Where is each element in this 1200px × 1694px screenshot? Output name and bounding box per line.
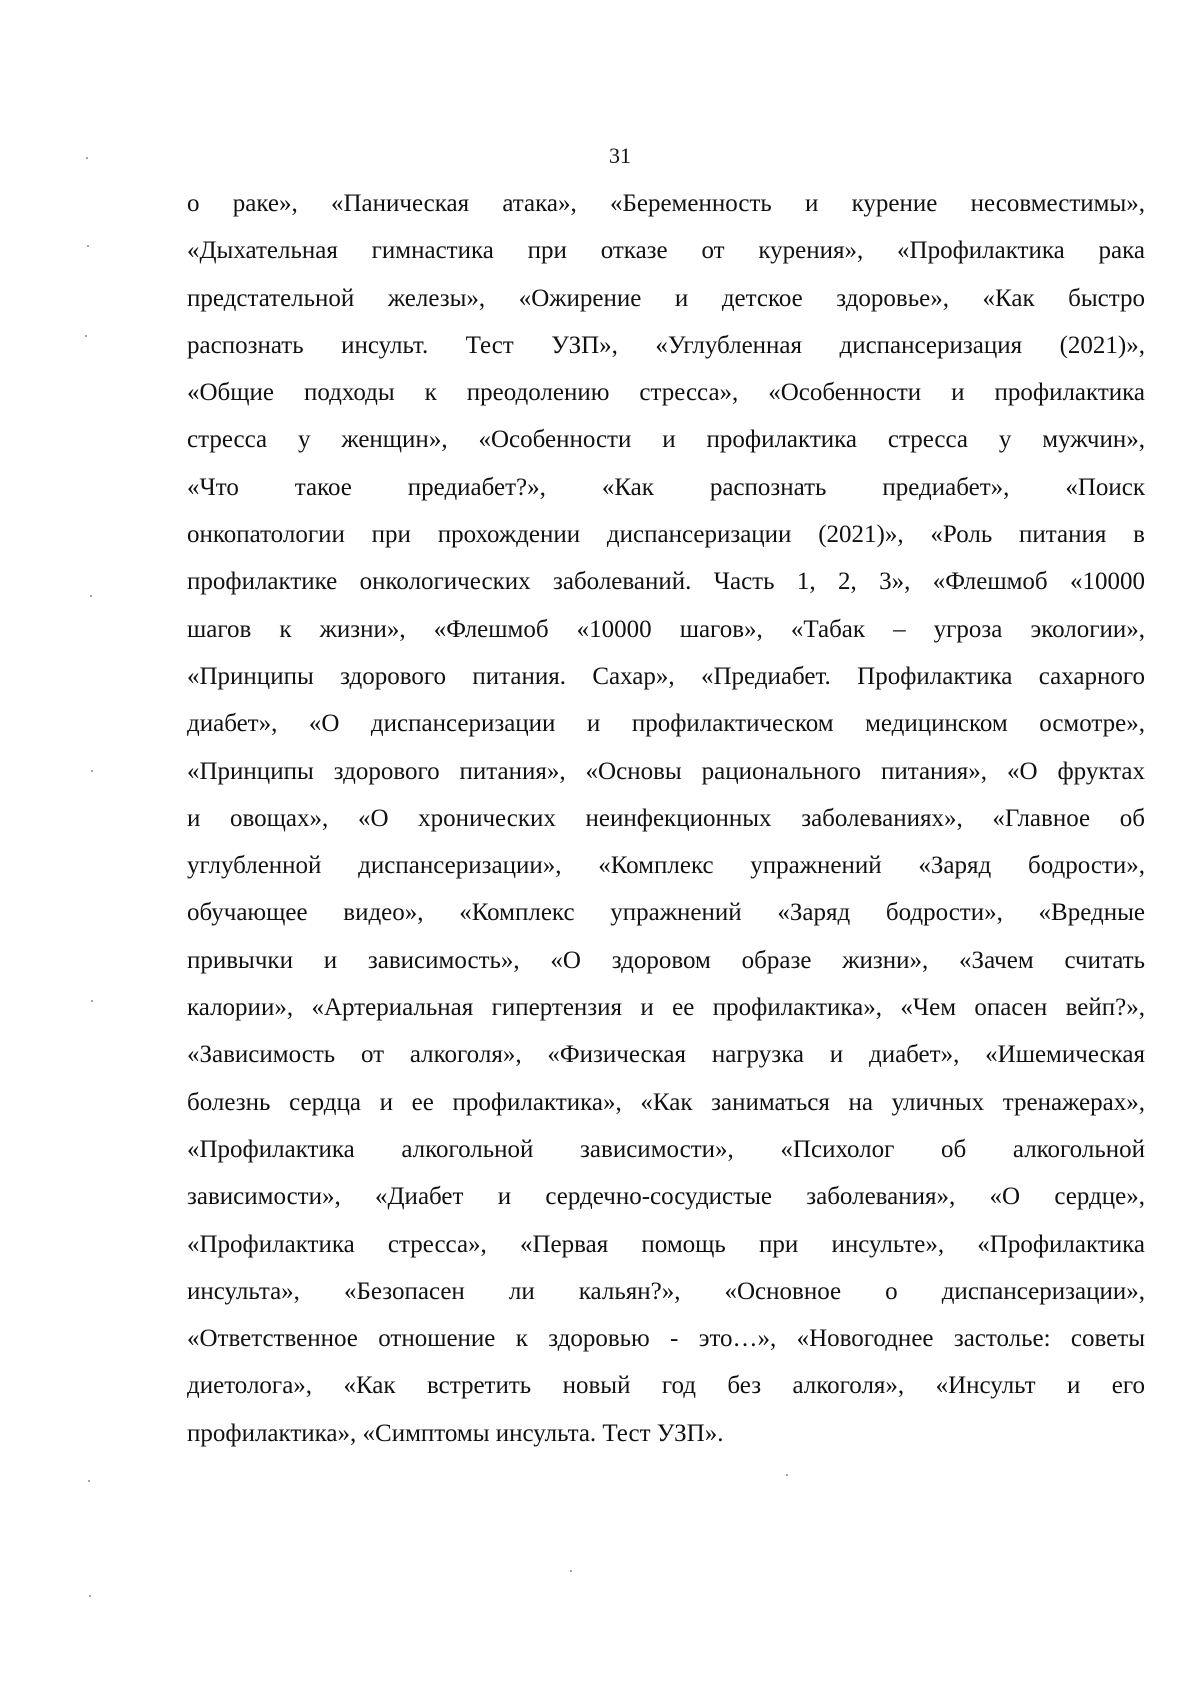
scan-speck [86,157,88,159]
text-line: «Профилактика алкогольной зависимости», «Психолог об алкогольной [187,1135,1145,1163]
text-line: болезнь сердца и ее профилактика», «Как заниматься на уличных тренажерах», [187,1088,1145,1116]
body-text [187,189,1145,1466]
text-line: «Ответственное отношение к здоровью - это…», «Новогоднее застолье: советы [187,1325,1145,1353]
text-line: «Общие подходы к преодолению стресса», «Особенности и профилактика [187,379,1145,407]
text-line: онкопатологии при прохождении диспансеризации (2021)», «Роль питания в [187,521,1145,549]
text-line: «Что такое предиабет?», «Как распознать предиабет», «Поиск [187,473,1145,501]
text-line: привычки и зависимость», «О здоровом образе жизни», «Зачем считать [187,946,1145,974]
text-line: «Профилактика стресса», «Первая помощь при инсульте», «Профилактика [187,1230,1145,1258]
text-line: «Принципы здорового питания. Сахар», «Предиабет. Профилактика сахарного [187,662,1145,690]
text-line: профилактике онкологических заболеваний. Часть 1, 2, 3», «Флешмоб «10000 [187,568,1145,596]
scan-speck [786,1474,788,1476]
text-line: инсульта», «Безопасен ли кальян?», «Основное о диспансеризации», [187,1277,1145,1305]
scan-speck [90,595,92,597]
text-line: предстательной железы», «Ожирение и детское здоровье», «Как быстро [187,284,1145,312]
scan-speck [91,770,93,772]
text-line: «Дыхательная гимнастика при отказе от курения», «Профилактика рака [187,237,1145,265]
page-number: 31 [609,143,631,168]
text-line: и овощах», «О хронических неинфекционных заболеваниях», «Главное об [187,804,1145,832]
text-line: зависимости», «Диабет и сердечно-сосудистые заболевания», «О сердце», [187,1183,1145,1211]
text-line: «Зависимость от алкоголя», «Физическая нагрузка и диабет», «Ишемическая [187,1041,1145,1069]
scan-speck [88,1480,90,1482]
text-line: стресса у женщин», «Особенности и профилактика стресса у мужчин», [187,426,1145,454]
scan-speck [91,1000,93,1002]
scan-speck [570,1570,572,1572]
text-line: углубленной диспансеризации», «Комплекс упражнений «Заряд бодрости», [187,852,1145,880]
text-line: обучающее видео», «Комплекс упражнений «Заряд бодрости», «Вредные [187,899,1145,927]
text-line: о раке», «Паническая атака», «Беременность и курение несовместимы», [187,190,1145,217]
scan-speck [89,1595,91,1597]
text-line: диетолога», «Как встретить новый год без алкоголя», «Инсульт и его [187,1372,1145,1400]
text-line: калории», «Артериальная гипертензия и ее профилактика», «Чем опасен вейп?», [187,994,1145,1022]
text-line: диабет», «О диспансеризации и профилактическом медицинском осмотре», [187,710,1145,738]
text-line: «Принципы здорового питания», «Основы рационального питания», «О фруктах [187,757,1145,785]
text-line-last: профилактика», «Симптомы инсульта. Тест УЗП». [187,1419,724,1447]
text-line: распознать инсульт. Тест УЗП», «Углубленная диспансеризация (2021)», [187,331,1145,359]
text-line: шагов к жизни», «Флешмоб «10000 шагов», «Табак – угроза экологии», [187,615,1145,643]
scan-speck [85,335,87,337]
scan-speck [87,245,89,247]
